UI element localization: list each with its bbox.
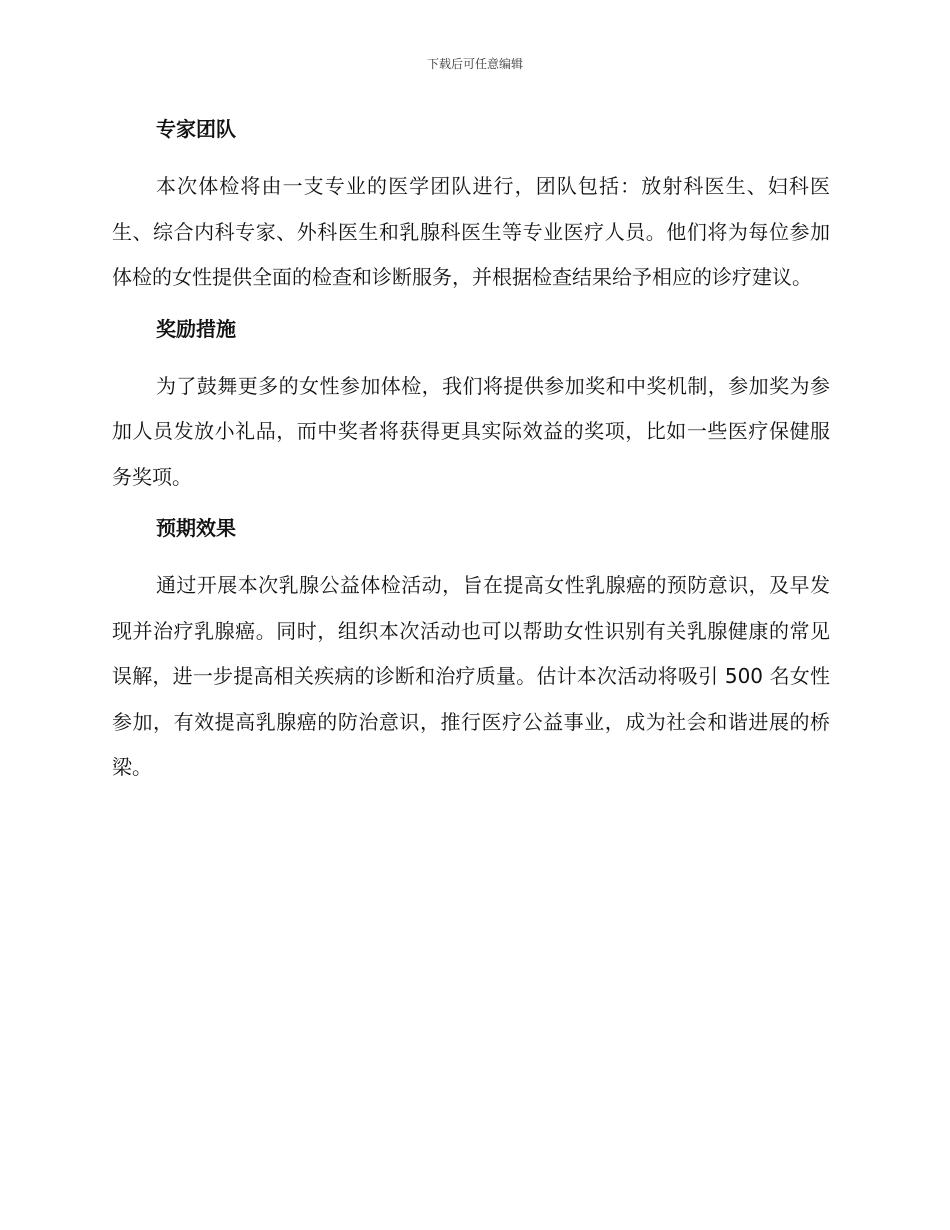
section-heading: 专家团队 [156,117,236,141]
section-heading: 预期效果 [156,516,236,540]
section-paragraph: 本次体检将由一支专业的医学团队进行，团队包括：放射科医生、妇科医生、综合内科专家、外科医生和乳腺科医生等专业医疗人员。他们将为每位参加体检的女性提供全面的检查和诊断服务，并根据检查结果给予相应的诊疗建议。 [112,174,830,289]
section-rewards [112,312,830,501]
section-expert-team [112,112,830,301]
document-body [112,112,830,802]
section-paragraph: 为了鼓舞更多的女性参加体检，我们将提供参加奖和中奖机制，参加奖为参加人员发放小礼品，而中奖者将获得更具实际效益的奖项，比如一些医疗保健服务奖项。 [112,373,830,489]
page-header-note: 下载后可任意编辑 [426,57,523,71]
section-expected-results [112,511,830,791]
section-paragraph: 通过开展本次乳腺公益体检活动，旨在提高女性乳腺癌的预防意识，及早发现并治疗乳腺癌。同时，组织本次活动也可以帮助女性识别有关乳腺健康的常见误解，进一步提高相关疾病的诊断和治疗质量。估计本次活动将吸引 500 名女性参加，有效提高乳腺癌的防治意识，推行医疗公益事业，成为社会和谐进展的桥梁。 [112,573,830,779]
section-heading: 奖励措施 [156,316,236,341]
